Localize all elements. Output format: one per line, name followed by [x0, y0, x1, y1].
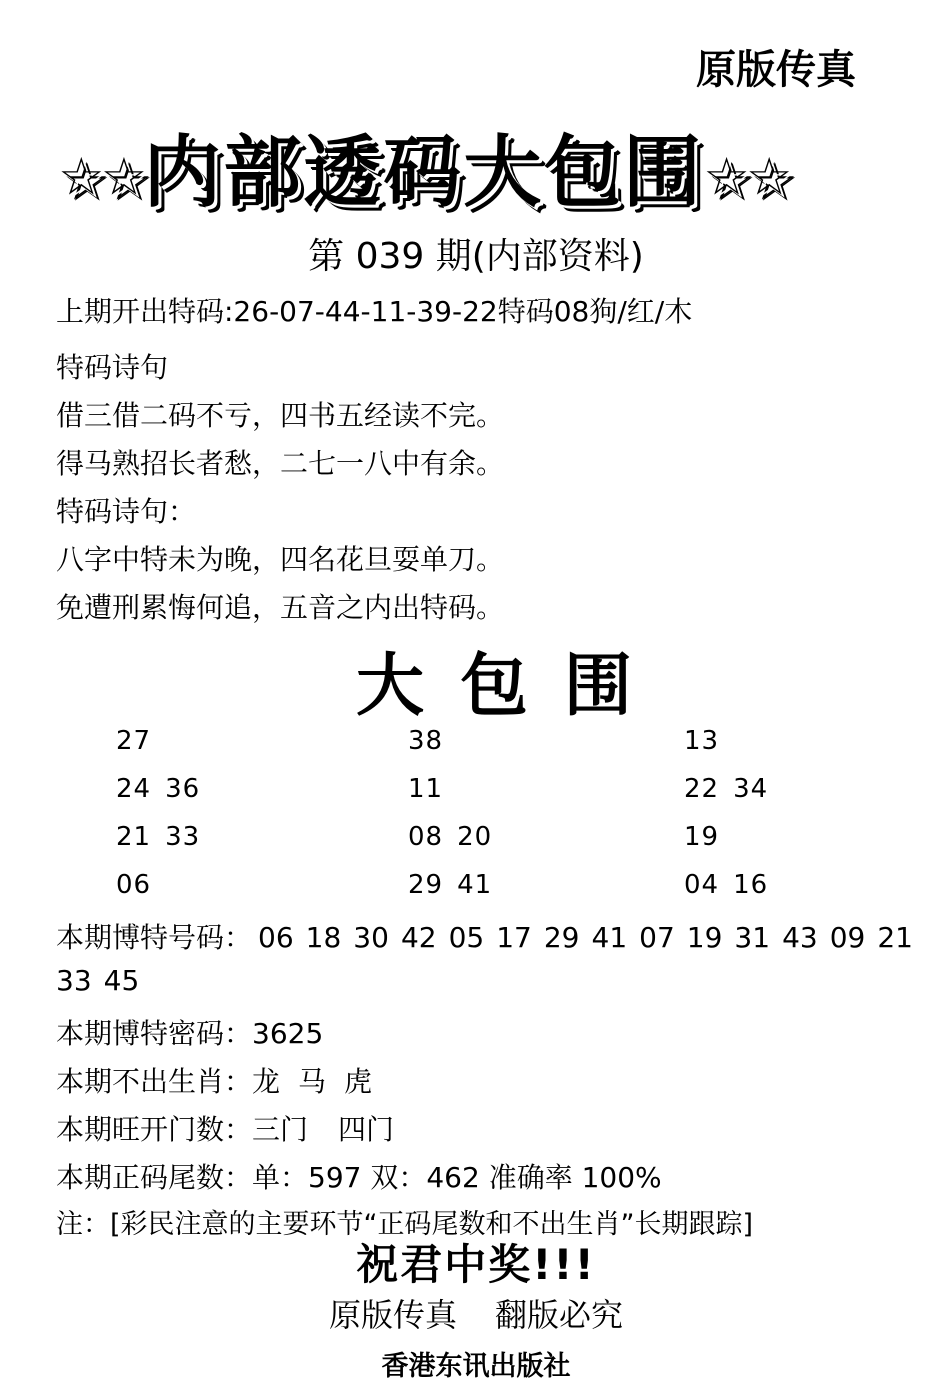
- bote-line-2: [56, 964, 139, 997]
- doors-label: 本期旺开门数：: [56, 1113, 253, 1146]
- grid-number: 08: [408, 822, 444, 852]
- grid-number: 13: [684, 726, 720, 756]
- grid-cell: [684, 726, 719, 756]
- poem1-heading: 特码诗句: [56, 351, 169, 384]
- grid-number: 04: [684, 870, 720, 900]
- grid-number: 33: [165, 822, 201, 852]
- grid-number: 19: [684, 822, 720, 852]
- grid-cell: [116, 774, 200, 804]
- excluded-zodiac-label: 本期不出生肖：: [56, 1065, 253, 1098]
- bote-line: [56, 916, 913, 956]
- star-icon-left: ☆☆: [58, 147, 144, 208]
- bote-number: 41: [591, 921, 628, 954]
- grid-number: 41: [457, 870, 493, 900]
- grid-number: 36: [165, 774, 201, 804]
- grid-cell: [116, 726, 151, 756]
- excluded-zodiac-line: [56, 1060, 372, 1100]
- bote-number: 30: [353, 921, 389, 954]
- section-title: 大包围: [355, 647, 668, 726]
- congrats: 祝君中奖!!!: [356, 1240, 596, 1289]
- door-value: 四门: [338, 1113, 395, 1146]
- main-title-text: 内部透码大包围: [143, 128, 704, 218]
- grid-number: 22: [684, 774, 720, 804]
- secret-code-label: 本期博特密码：: [56, 1017, 253, 1050]
- tail-line: [56, 1156, 662, 1196]
- zodiac-value: 虎: [344, 1065, 373, 1098]
- grid-number: 34: [733, 774, 769, 804]
- grid-number: 11: [408, 774, 444, 804]
- grid-cell: [408, 774, 443, 804]
- poem1-line-2: 得马熟招长者愁，二七一八中有余。: [56, 447, 505, 480]
- bote-number: 33: [56, 964, 92, 997]
- tail-value: 单：597 双：462 准确率 100%: [252, 1161, 662, 1194]
- bote-number: 17: [496, 921, 532, 954]
- grid-cell: [408, 870, 492, 900]
- grid-number: 20: [457, 822, 493, 852]
- poem2-line-1: 八字中特未为晚，四名花旦耍单刀。: [56, 543, 505, 576]
- bote-number: 21: [877, 921, 913, 954]
- tail-label: 本期正码尾数：: [56, 1161, 253, 1194]
- grid-number: 27: [116, 726, 152, 756]
- poem1-line-1: 借三借二码不亏，四书五经读不完。: [56, 399, 505, 432]
- door-value: 三门: [252, 1113, 309, 1146]
- footer-line: [0, 1290, 952, 1336]
- grid-cell: [408, 726, 443, 756]
- grid-cell: [116, 822, 200, 852]
- secret-code-line: [56, 1012, 323, 1052]
- bote-number: 09: [829, 921, 866, 954]
- bote-label: 本期博特号码：: [56, 921, 253, 954]
- grid-number: 24: [116, 774, 152, 804]
- issue-line: 第 039 期(内部资料): [308, 236, 644, 277]
- bote-number: 19: [686, 921, 723, 954]
- secret-code-value: 3625: [252, 1017, 324, 1050]
- publisher: 香港东讯出版社: [381, 1351, 571, 1382]
- grid-cell: [116, 870, 151, 900]
- zodiac-value: 龙: [252, 1065, 281, 1098]
- bote-number: 05: [448, 921, 485, 954]
- bote-number: 07: [639, 921, 675, 954]
- grid-cell: [684, 774, 768, 804]
- last-result: 上期开出特码:26-07-44-11-39-22特码08狗/红/木: [56, 295, 693, 328]
- grid-number: 38: [408, 726, 444, 756]
- poem2-line-2: 免遭刑累悔何追，五音之内出特码。: [56, 591, 505, 624]
- grid-number: 21: [116, 822, 152, 852]
- footer-left: 原版传真: [328, 1296, 457, 1334]
- grid-number: 16: [733, 870, 769, 900]
- top-right-label: 原版传真: [696, 47, 856, 93]
- bote-number: 29: [543, 921, 580, 954]
- footer-right: 翻版必究: [495, 1296, 624, 1334]
- main-title: [58, 110, 894, 222]
- grid-cell: [684, 870, 768, 900]
- bote-number: 42: [400, 921, 437, 954]
- note-line: 注：[彩民注意的主要环节“正码尾数和不出生肖”长期跟踪]: [56, 1209, 754, 1240]
- bote-number: 06: [258, 921, 294, 954]
- star-icon-right: ☆☆: [703, 147, 789, 208]
- bote-number: 43: [782, 921, 818, 954]
- grid-number: 06: [116, 870, 152, 900]
- bote-number: 31: [734, 921, 771, 954]
- doors-line: [56, 1108, 394, 1148]
- grid-cell: [408, 822, 492, 852]
- bote-number: 18: [305, 921, 342, 954]
- poem2-heading: 特码诗句：: [56, 495, 197, 528]
- grid-number: 29: [408, 870, 444, 900]
- grid-cell: [684, 822, 719, 852]
- bote-number: 45: [103, 964, 140, 997]
- zodiac-value: 马: [298, 1065, 327, 1098]
